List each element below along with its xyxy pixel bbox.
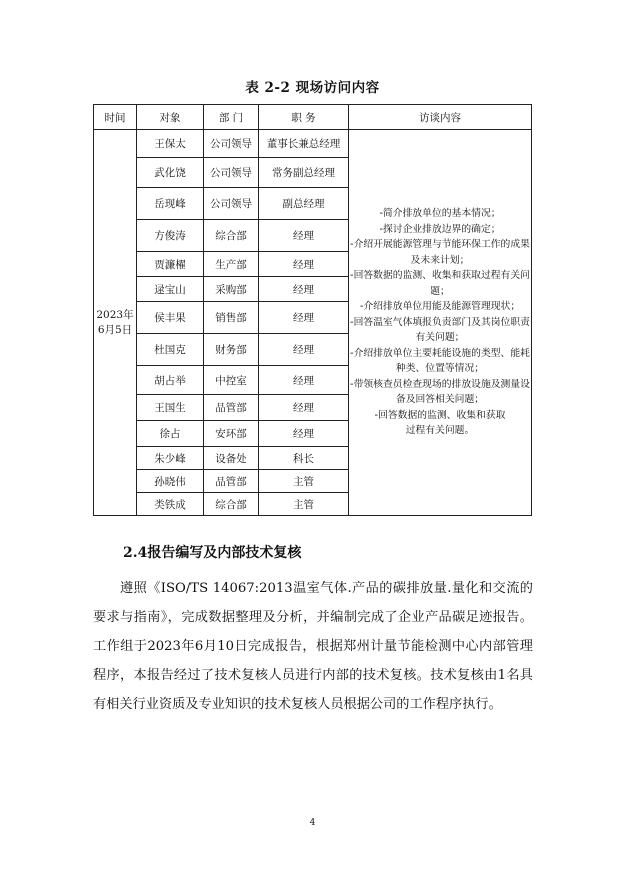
person-cell: 侯丰果 bbox=[137, 302, 204, 334]
visit-table bbox=[93, 104, 532, 516]
department-cell: 财务部 bbox=[204, 334, 259, 366]
header-time: 时间 bbox=[94, 105, 137, 130]
table-header-row bbox=[94, 105, 532, 130]
person-cell: 武化饶 bbox=[137, 158, 204, 188]
person-cell: 贾濂櫂 bbox=[137, 252, 204, 277]
content-item: -介绍开展能源管理与节能环保工作的成果及未来计划； bbox=[350, 239, 530, 266]
department-cell: 中控室 bbox=[204, 366, 259, 395]
person-cell: 胡占举 bbox=[137, 366, 204, 395]
department-cell: 综合部 bbox=[204, 493, 259, 516]
department-cell: 品管部 bbox=[204, 470, 259, 493]
department-cell: 销售部 bbox=[204, 302, 259, 334]
header-position: 职 务 bbox=[259, 105, 349, 130]
position-cell: 常务副总经理 bbox=[259, 158, 349, 188]
content-item: -介绍排放单位用能及能源管理现状； bbox=[359, 301, 521, 313]
position-cell: 科长 bbox=[259, 447, 349, 470]
header-content: 访谈内容 bbox=[349, 105, 532, 130]
person-cell: 王国生 bbox=[137, 395, 204, 421]
position-cell: 副总经理 bbox=[259, 188, 349, 220]
person-cell: 朱少峰 bbox=[137, 447, 204, 470]
interview-content-cell bbox=[349, 130, 532, 516]
person-cell: 孙晓伟 bbox=[137, 470, 204, 493]
section-title: 2.4报告编写及内部技术复核 bbox=[123, 545, 302, 561]
table-row bbox=[94, 130, 532, 158]
body-paragraph: 遵照《ISO/TS 14067:2013温室气体.产品的碳排放量.量化和交流的要求与指南》，完成数据整理及分析，并编制完成了企业产品碳足迹报告。工作组于2023年6月10日完成报告，根据郑州计量节能检测中心内部管理程序，本报告经过了技术复核人员进行内部的技术复核。技术复核由1名具有相关行业资质及专业知识的技术复核人员根据公司的工作程序执行。 bbox=[93, 581, 533, 712]
position-cell: 主管 bbox=[259, 470, 349, 493]
department-cell: 采购部 bbox=[204, 277, 259, 302]
content-item: -回答数据的监测、收集和获取 bbox=[374, 409, 506, 421]
position-cell: 主管 bbox=[259, 493, 349, 516]
person-cell: 岳现峰 bbox=[137, 188, 204, 220]
position-cell: 经理 bbox=[259, 334, 349, 366]
content-item: 过程有关问题。 bbox=[405, 425, 475, 437]
department-cell: 安环部 bbox=[204, 421, 259, 447]
content-item: -带领核查员检查现场的排放设施及测量设备及回答相关问题； bbox=[350, 378, 530, 406]
person-cell: 逯宝山 bbox=[137, 277, 204, 302]
content-item: -简介排放单位的基本情况； bbox=[379, 208, 501, 220]
person-cell: 王保太 bbox=[137, 130, 204, 158]
content-item: -回答温室气体填报负责部门及其岗位职责有关问题； bbox=[350, 316, 530, 344]
page-number: 4 bbox=[309, 818, 316, 828]
department-cell: 生产部 bbox=[204, 252, 259, 277]
position-cell: 经理 bbox=[259, 302, 349, 334]
position-cell: 经理 bbox=[259, 366, 349, 395]
department-cell: 综合部 bbox=[204, 220, 259, 252]
header-person: 对象 bbox=[137, 105, 204, 130]
position-cell: 经理 bbox=[259, 277, 349, 302]
person-cell: 杜国克 bbox=[137, 334, 204, 366]
table-caption: 表 2-2 现场访问内容 bbox=[245, 80, 380, 96]
content-item: -回答数据的监测、收集和获取过程有关问题； bbox=[350, 270, 530, 297]
visit-date-cell: 2023年6月5日 bbox=[94, 130, 137, 516]
content-item: -探讨企业排放边界的确定； bbox=[379, 223, 501, 235]
position-cell: 经理 bbox=[259, 252, 349, 277]
person-cell: 类铁成 bbox=[137, 493, 204, 516]
department-cell: 公司领导 bbox=[204, 158, 259, 188]
position-cell: 经理 bbox=[259, 395, 349, 421]
header-department: 部 门 bbox=[204, 105, 259, 130]
department-cell: 品管部 bbox=[204, 395, 259, 421]
department-cell: 设备处 bbox=[204, 447, 259, 470]
content-item: -介绍排放单位主要耗能设施的类型、能耗种类、位置等情况； bbox=[350, 347, 530, 375]
person-cell: 徐占 bbox=[137, 421, 204, 447]
department-cell: 公司领导 bbox=[204, 130, 259, 158]
department-cell: 公司领导 bbox=[204, 188, 259, 220]
position-cell: 经理 bbox=[259, 421, 349, 447]
position-cell: 经理 bbox=[259, 220, 349, 252]
person-cell: 方俊涛 bbox=[137, 220, 204, 252]
position-cell: 董事长兼总经理 bbox=[259, 130, 349, 158]
